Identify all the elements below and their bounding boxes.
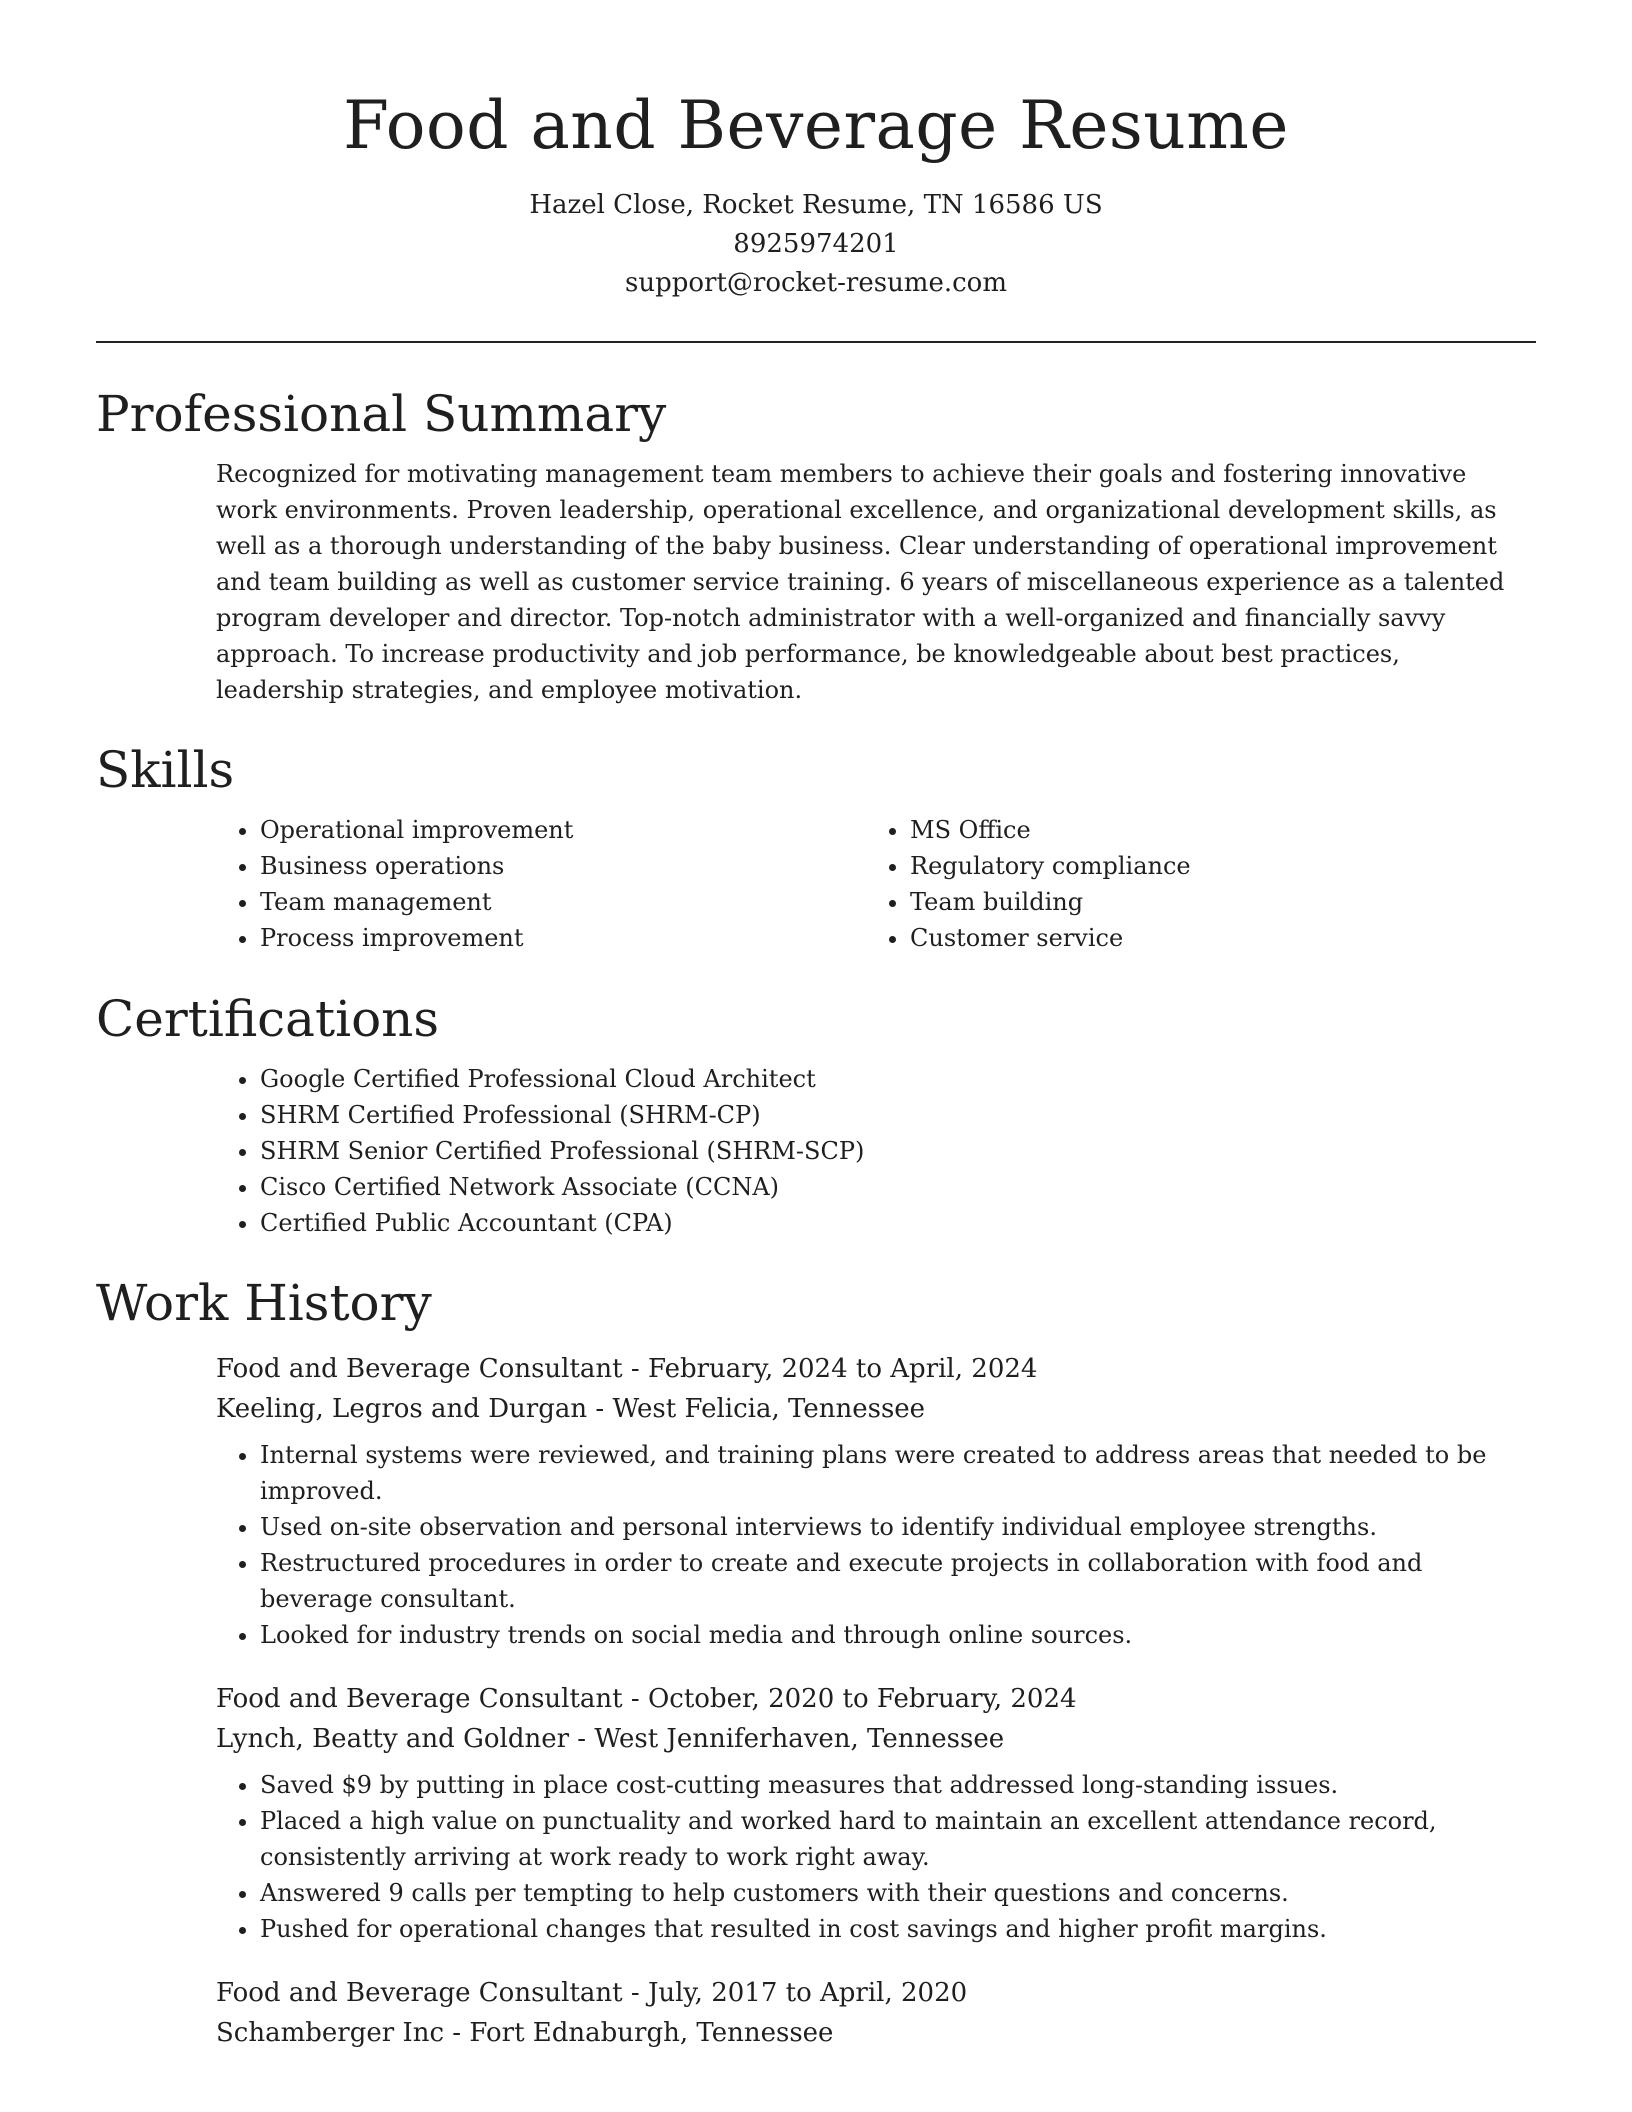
- job-dates: July, 2017 to April, 2020: [647, 1978, 968, 2008]
- skill-item: • Customer service: [910, 920, 1516, 956]
- job-dates: October, 2020 to February, 2024: [647, 1684, 1077, 1714]
- certification-item: • Google Certified Professional Cloud Architect: [260, 1061, 1560, 1097]
- skill-item: • Operational improvement: [260, 812, 866, 848]
- header-divider: [96, 341, 1536, 343]
- certifications-list: [216, 1061, 1560, 1241]
- certifications-heading: Certifications: [96, 990, 440, 1048]
- summary-text: Recognized for motivating management team members to achieve their goals and fostering innovative work environments. Proven leadership, operational excellence, and organizational development skills, as well as a thorough understanding of the baby business. Clear understanding of operational improvement and team building as well as customer service training. 6 years of miscellaneous experience as a talented program developer and director. Top-notch administrator with a well-organized and financially savvy approach. To increase productivity and job performance, be knowledgeable about best practices, leadership strategies, and employee motivation.: [216, 460, 1505, 704]
- resume-title: Food and Beverage Resume: [343, 87, 1289, 164]
- contact-phone: 8925974201: [733, 229, 899, 259]
- certification-item: • SHRM Senior Certified Professional (SHRM-SCP): [260, 1133, 1560, 1169]
- certifications-section: [96, 989, 1536, 1241]
- certification-item: • Cisco Certified Network Associate (CCNA): [260, 1169, 1560, 1205]
- job-dates: February, 2024 to April, 2024: [647, 1354, 1038, 1384]
- skill-item: • Regulatory compliance: [910, 848, 1516, 884]
- job-entry: [216, 1349, 1516, 1653]
- contact-block: [0, 186, 1632, 303]
- job-title-line: Food and Beverage Consultant - October, 2020 to February, 2024: [216, 1684, 1077, 1714]
- job-location: West Felicia, Tennessee: [612, 1394, 926, 1424]
- contact-email: support@rocket-resume.com: [624, 268, 1007, 298]
- job-bullet: • Answered 9 calls per tempting to help customers with their questions and concerns.: [260, 1875, 1516, 1911]
- skills-list: [216, 812, 1516, 956]
- skills-heading: Skills: [96, 741, 235, 799]
- job-bullet: • Pushed for operational changes that resulted in cost savings and higher profit margins.: [260, 1911, 1516, 1947]
- job-entry: [216, 1973, 1516, 2053]
- job-company-line: Lynch, Beatty and Goldner - West Jenniferhaven, Tennessee: [216, 1724, 1005, 1754]
- job-title: Food and Beverage Consultant: [216, 1684, 623, 1714]
- job-title: Food and Beverage Consultant: [216, 1978, 623, 2008]
- certification-item: • SHRM Certified Professional (SHRM-CP): [260, 1097, 1560, 1133]
- job-title-line: Food and Beverage Consultant - July, 2017 to April, 2020: [216, 1978, 968, 2008]
- job-company-line: Keeling, Legros and Durgan - West Felicia, Tennessee: [216, 1394, 926, 1424]
- summary-section: [96, 384, 1536, 708]
- job-bullet: • Looked for industry trends on social media and through online sources.: [260, 1617, 1516, 1653]
- certification-item: • Certified Public Accountant (CPA): [260, 1205, 1560, 1241]
- job-location: West Jenniferhaven, Tennessee: [594, 1724, 1005, 1754]
- skill-item: • Business operations: [260, 848, 866, 884]
- job-company: Lynch, Beatty and Goldner: [216, 1724, 570, 1754]
- skill-item: • Process improvement: [260, 920, 866, 956]
- job-company: Keeling, Legros and Durgan: [216, 1394, 588, 1424]
- work-history-heading: Work History: [96, 1274, 432, 1332]
- skills-column-right: [866, 812, 1516, 956]
- job-bullet: • Restructured procedures in order to create and execute projects in collaboration with food and beverage consultant.: [260, 1545, 1516, 1617]
- skills-column-left: [216, 812, 866, 956]
- job-company: Schamberger Inc: [216, 2018, 445, 2048]
- job-bullet: • Internal systems were reviewed, and training plans were created to address areas that needed to be improved.: [260, 1437, 1516, 1509]
- summary-heading: Professional Summary: [96, 385, 667, 443]
- work-history-section: [96, 1273, 1536, 2079]
- skills-section: [96, 740, 1536, 956]
- skill-item: • MS Office: [910, 812, 1516, 848]
- job-title-line: Food and Beverage Consultant - February, 2024 to April, 2024: [216, 1354, 1038, 1384]
- job-entry: [216, 1679, 1516, 1947]
- job-bullet: • Saved $9 by putting in place cost-cutting measures that addressed long-standing issues.: [260, 1767, 1516, 1803]
- job-location: Fort Ednaburgh, Tennessee: [469, 2018, 834, 2048]
- job-company-line: Schamberger Inc - Fort Ednaburgh, Tennessee: [216, 2018, 834, 2048]
- skill-item: • Team management: [260, 884, 866, 920]
- resume-header: [0, 0, 1632, 303]
- job-bullet: • Placed a high value on punctuality and worked hard to maintain an excellent attendance record, consistently arriving at work ready to work right away.: [260, 1803, 1516, 1875]
- skill-item: • Team building: [910, 884, 1516, 920]
- contact-address: Hazel Close, Rocket Resume, TN 16586 US: [529, 190, 1103, 220]
- job-bullets: [216, 1437, 1516, 1653]
- job-bullet: • Used on-site observation and personal interviews to identify individual employee strengths.: [260, 1509, 1516, 1545]
- job-bullets: [216, 1767, 1516, 1947]
- job-title: Food and Beverage Consultant: [216, 1354, 623, 1384]
